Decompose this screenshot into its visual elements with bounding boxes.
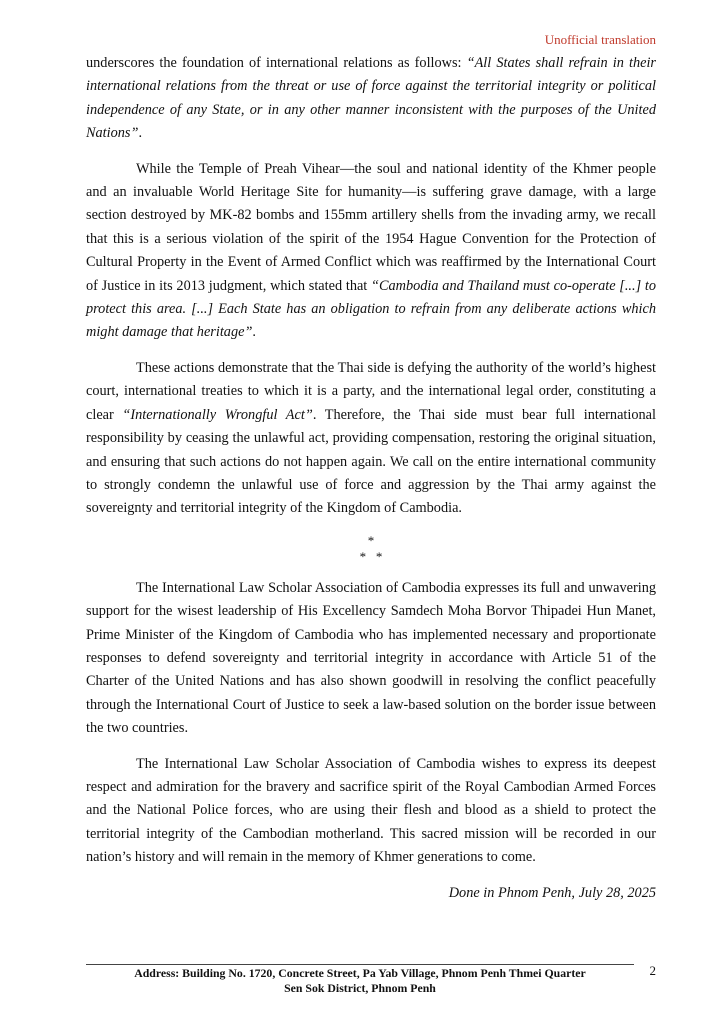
separator-star-top: *	[367, 532, 375, 548]
paragraph-2	[86, 158, 656, 345]
address-line-1: Address: Building No. 1720, Concrete Street, Pa Yab Village, Phnom Penh Thmei Quarter	[134, 966, 586, 980]
footer-address	[86, 966, 634, 996]
footer-divider	[86, 964, 634, 965]
paragraph-5: The International Law Scholar Association of Cambodia wishes to express its deepest respect and admiration for the bravery and sacrifice spirit of the Royal Cambodian Armed Forces and the National Police forces, who are using their flesh and blood as a shield to protect the territorial integrity of the Cambodian motherland. This sacred mission will be recorded in our nation’s history and will remain in the memory of Khmer generations to come.	[86, 755, 656, 866]
paragraph-2-tail: .	[252, 324, 256, 341]
translation-note: Unofficial translation	[544, 32, 656, 47]
paragraph-1-tail: .	[138, 125, 143, 142]
separator-stars-bottom: * *	[359, 548, 383, 564]
paragraph-4: The International Law Scholar Association of Cambodia expresses its full and unwavering support for the wisest leadership of His Excellency Samdech Moha Borvor Thipadei Hun Manet, Prime Minister of the Kingdom of Cambodia who has implemented necessary and proportionate responses to defend sovereignty and territorial integrity in accordance with Article 51 of the Charter of the United Nations and has also shown goodwill in resolving the conflict peacefully through the International Court of Justice to seek a law-based solution on the border issue between the two countries.	[86, 579, 656, 737]
signoff-place-date: Done in Phnom Penh, July 28, 2025	[448, 884, 656, 901]
paragraph-1-lead: underscores the foundation of international relations as follows:	[86, 55, 467, 71]
address-line-2: Sen Sok District, Phnom Penh	[284, 981, 436, 995]
paragraph-1-quote: “All States shall refrain in their international relations from the threat or use of force against the territorial integrity or political independence of any State, or in any other manner inconsistent with the purposes of the United Nations”	[86, 55, 656, 142]
paragraph-3-tail: . Therefore, the Thai side must bear full international responsibility by ceasing the unlawful act, providing compensation, restoring the original situation, and ensuring that such actions do not happen again. We call on the entire international community to strongly condemn the unlawful use of force and aggression by the Thai army against the sovereignty and territorial integrity of the Kingdom of Cambodia.	[86, 406, 656, 517]
section-separator	[86, 533, 656, 565]
paragraph-3-lead: These actions demonstrate that the Thai side is defying the authority of the world’s highest court, international treaties to which it is a party, and the international legal order, constituting a clear	[86, 359, 656, 423]
page-number: 2	[649, 963, 656, 978]
paragraph-3	[86, 357, 656, 521]
paragraph-1	[86, 52, 656, 146]
paragraph-2-quote: “Cambodia and Thailand must co-operate [...] to protect this area. [...] Each State has an obligation to refrain from any deliberate actions which might damage that heritage”	[86, 277, 656, 341]
paragraph-3-quote: “Internationally Wrongful Act”	[122, 406, 313, 423]
paragraph-2-text: While the Temple of Preah Vihear—the soul and national identity of the Khmer people and an invaluable World Heritage Site for humanity—is suffering grave damage, with a large section destroyed by MK-82 bombs and 155mm artillery shells from the invading army, we recall that this is a serious violation of the spirit of the 1954 Hague Convention for the Protection of Cultural Property in the Event of Armed Conflict which was reaffirmed by the International Court of Justice in its 2013 judgment, which stated that	[86, 160, 656, 294]
document-body	[86, 52, 656, 917]
